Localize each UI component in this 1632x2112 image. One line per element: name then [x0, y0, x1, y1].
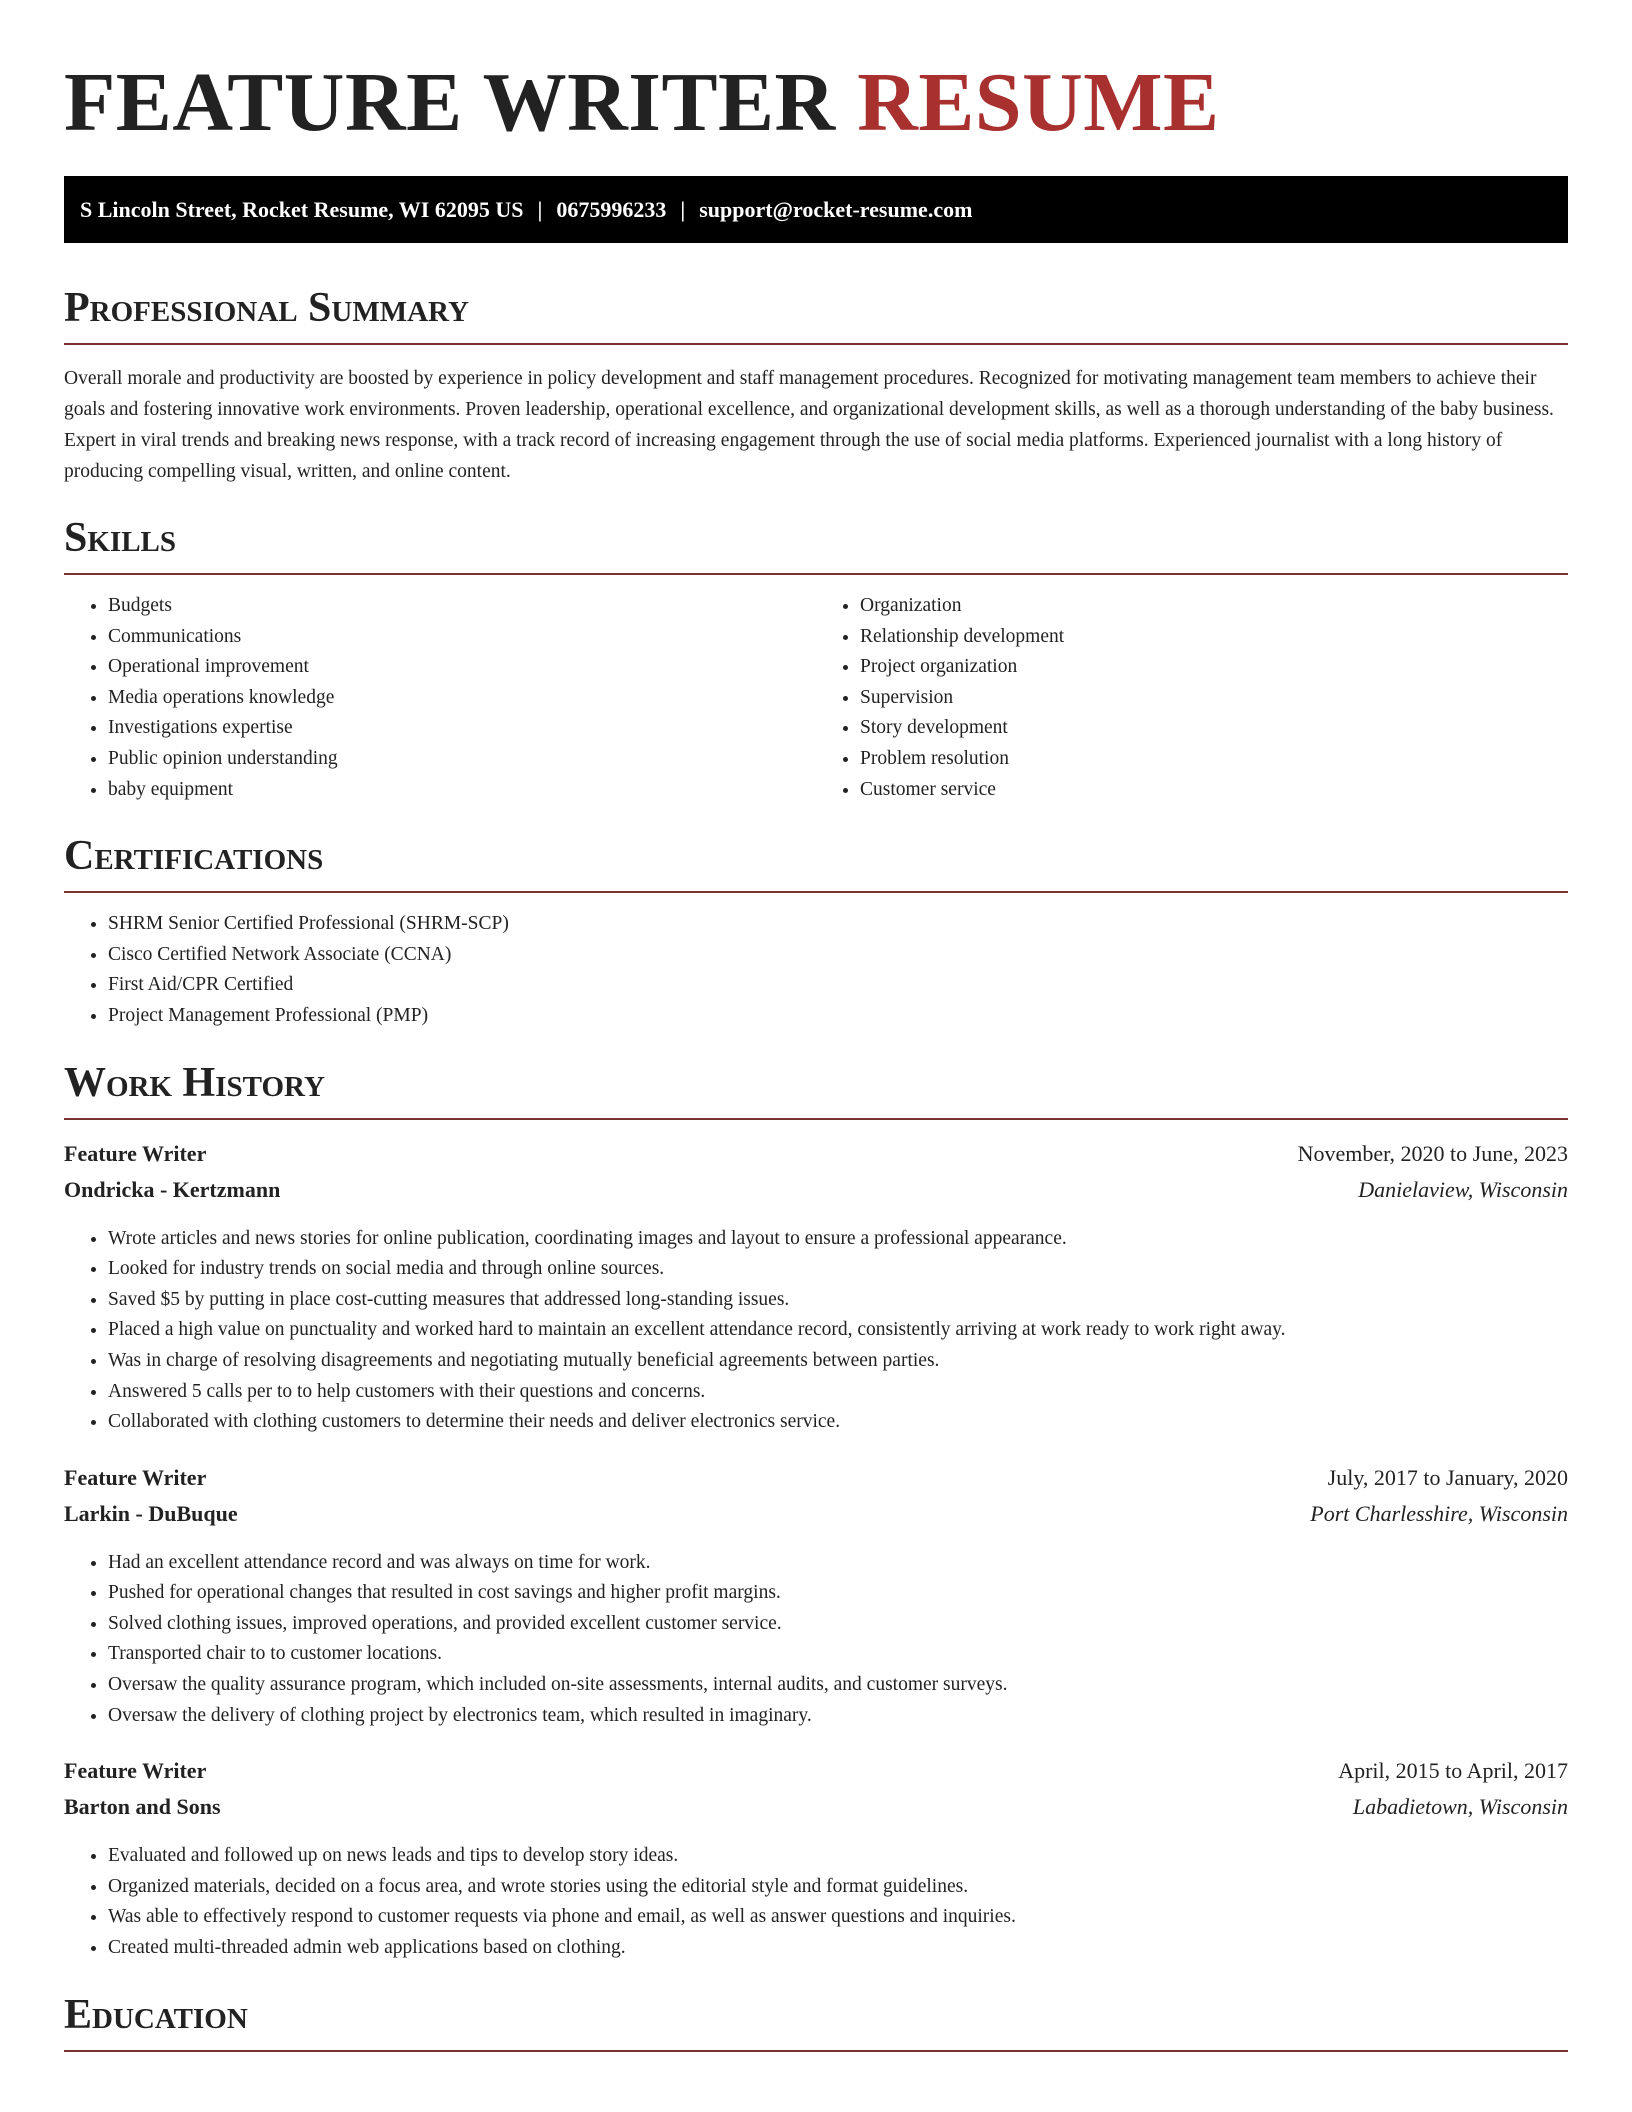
- job-title: Feature Writer: [64, 1464, 207, 1490]
- job-location: Port Charlesshire, Wisconsin: [1310, 1500, 1568, 1526]
- job-bullet: • Collaborated with clothing customers to determine their needs and deliver electronics service.: [108, 1407, 1568, 1438]
- contact-phone: 0675996233: [556, 197, 667, 222]
- section-heading-education: Education: [64, 1990, 1568, 2052]
- skill-item: • Customer service: [860, 775, 1568, 806]
- contact-separator: |: [537, 197, 543, 222]
- job-location: Labadietown, Wisconsin: [1352, 1794, 1568, 1820]
- certification-item: • Cisco Certified Network Associate (CCNA): [108, 940, 1568, 971]
- job-dates: November, 2020 to June, 2023: [1297, 1140, 1568, 1166]
- job-header: [64, 1460, 1568, 1532]
- job-title: Feature Writer: [64, 1140, 207, 1166]
- contact-address: S Lincoln Street, Rocket Resume, WI 62095 US: [80, 197, 524, 222]
- job-bullet: • Had an excellent attendance record and was always on time for work.: [108, 1548, 1568, 1579]
- job-company: Barton and Sons: [64, 1794, 221, 1820]
- section-heading-work-history: Work History: [64, 1058, 1568, 1120]
- job-bullet: • Solved clothing issues, improved operations, and provided excellent customer service.: [108, 1609, 1568, 1640]
- section-heading-skills: Skills: [64, 513, 1568, 575]
- summary-section: [64, 283, 1568, 487]
- certification-item: • SHRM Senior Certified Professional (SHRM-SCP): [108, 909, 1568, 940]
- skill-item: • Supervision: [860, 683, 1568, 714]
- title-main: FEATURE WRITER: [64, 56, 836, 149]
- skill-item: • Public opinion understanding: [108, 744, 816, 775]
- skill-item: • Relationship development: [860, 622, 1568, 653]
- job-bullet: • Transported chair to to customer locations.: [108, 1639, 1568, 1670]
- skill-item: • Operational improvement: [108, 652, 816, 683]
- contact-bar: [64, 176, 1568, 243]
- job-bullet: • Was able to effectively respond to customer requests via phone and email, as well as answer questions and inquiries.: [108, 1902, 1568, 1933]
- job-bullet: • Looked for industry trends on social media and through online sources.: [108, 1254, 1568, 1285]
- skill-item: • baby equipment: [108, 775, 816, 806]
- job-entry: [64, 1753, 1568, 1963]
- skill-item: • Media operations knowledge: [108, 683, 816, 714]
- job-bullet: • Answered 5 calls per to to help customers with their questions and concerns.: [108, 1377, 1568, 1408]
- job-entry: [64, 1136, 1568, 1438]
- job-company-row: [64, 1172, 1568, 1208]
- work-history-section: [64, 1058, 1568, 1964]
- job-bullets: [64, 1548, 1568, 1732]
- certifications-section: [64, 831, 1568, 1031]
- skill-item: • Project organization: [860, 652, 1568, 683]
- skill-item: • Communications: [108, 622, 816, 653]
- contact-separator: |: [680, 197, 686, 222]
- skills-list-left: [64, 591, 816, 805]
- job-company: Ondricka - Kertzmann: [64, 1176, 281, 1202]
- skill-item: • Budgets: [108, 591, 816, 622]
- section-heading-certifications: Certifications: [64, 831, 1568, 893]
- skills-list-right: [816, 591, 1568, 805]
- section-heading-summary: Professional Summary: [64, 283, 1568, 345]
- contact-email: support@rocket-resume.com: [699, 197, 973, 222]
- education-section: [64, 1990, 1568, 2052]
- job-bullet: • Evaluated and followed up on news leads and tips to develop story ideas.: [108, 1841, 1568, 1872]
- job-bullets: [64, 1841, 1568, 1963]
- skill-item: • Story development: [860, 713, 1568, 744]
- job-bullet: • Oversaw the delivery of clothing project by electronics team, which resulted in imaginary.: [108, 1701, 1568, 1732]
- job-entry: [64, 1460, 1568, 1732]
- skill-item: • Problem resolution: [860, 744, 1568, 775]
- job-bullet: • Organized materials, decided on a focus area, and wrote stories using the editorial style and format guidelines.: [108, 1872, 1568, 1903]
- summary-text: Overall morale and productivity are boosted by experience in policy development and staff management procedures. Recognized for motivating management team members to achieve their goals and fostering innovative work environments. Proven leadership, operational excellence, and organizational development skills, as well as a thorough understanding of the baby business. Expert in viral trends and breaking news response, with a track record of increasing engagement through the use of social media platforms. Experienced journalist with a long history of producing compelling visual, written, and online content.: [64, 368, 1554, 482]
- job-company-row: [64, 1789, 1568, 1825]
- skill-item: • Investigations expertise: [108, 713, 816, 744]
- job-bullet: • Was in charge of resolving disagreements and negotiating mutually beneficial agreements between parties.: [108, 1346, 1568, 1377]
- job-bullet: • Wrote articles and news stories for online publication, coordinating images and layout to ensure a professional appearance.: [108, 1224, 1568, 1255]
- job-bullet: • Saved $5 by putting in place cost-cutting measures that addressed long-standing issues.: [108, 1285, 1568, 1316]
- job-title-row: [64, 1460, 1568, 1496]
- job-company-row: [64, 1496, 1568, 1532]
- job-title-row: [64, 1136, 1568, 1172]
- certifications-list: [64, 909, 1568, 1031]
- job-header: [64, 1753, 1568, 1825]
- job-bullet: • Created multi-threaded admin web applications based on clothing.: [108, 1933, 1568, 1964]
- job-bullet: • Oversaw the quality assurance program, which included on-site assessments, internal audits, and customer surveys.: [108, 1670, 1568, 1701]
- skills-grid: [64, 575, 1568, 805]
- job-header: [64, 1136, 1568, 1208]
- job-title: Feature Writer: [64, 1758, 207, 1784]
- job-title-row: [64, 1753, 1568, 1789]
- job-bullet: • Placed a high value on punctuality and worked hard to maintain an excellent attendance record, consistently arriving at work ready to work right away.: [108, 1315, 1568, 1346]
- job-dates: July, 2017 to January, 2020: [1327, 1464, 1568, 1490]
- certification-item: • Project Management Professional (PMP): [108, 1001, 1568, 1032]
- resume-title: [64, 0, 1568, 150]
- job-location: Danielaview, Wisconsin: [1358, 1176, 1568, 1202]
- certification-item: • First Aid/CPR Certified: [108, 970, 1568, 1001]
- title-accent: RESUME: [857, 56, 1220, 149]
- job-dates: April, 2015 to April, 2017: [1338, 1758, 1568, 1784]
- job-company: Larkin - DuBuque: [64, 1500, 238, 1526]
- job-bullets: [64, 1224, 1568, 1438]
- skill-item: • Organization: [860, 591, 1568, 622]
- skills-section: [64, 513, 1568, 805]
- job-bullet: • Pushed for operational changes that resulted in cost savings and higher profit margins.: [108, 1578, 1568, 1609]
